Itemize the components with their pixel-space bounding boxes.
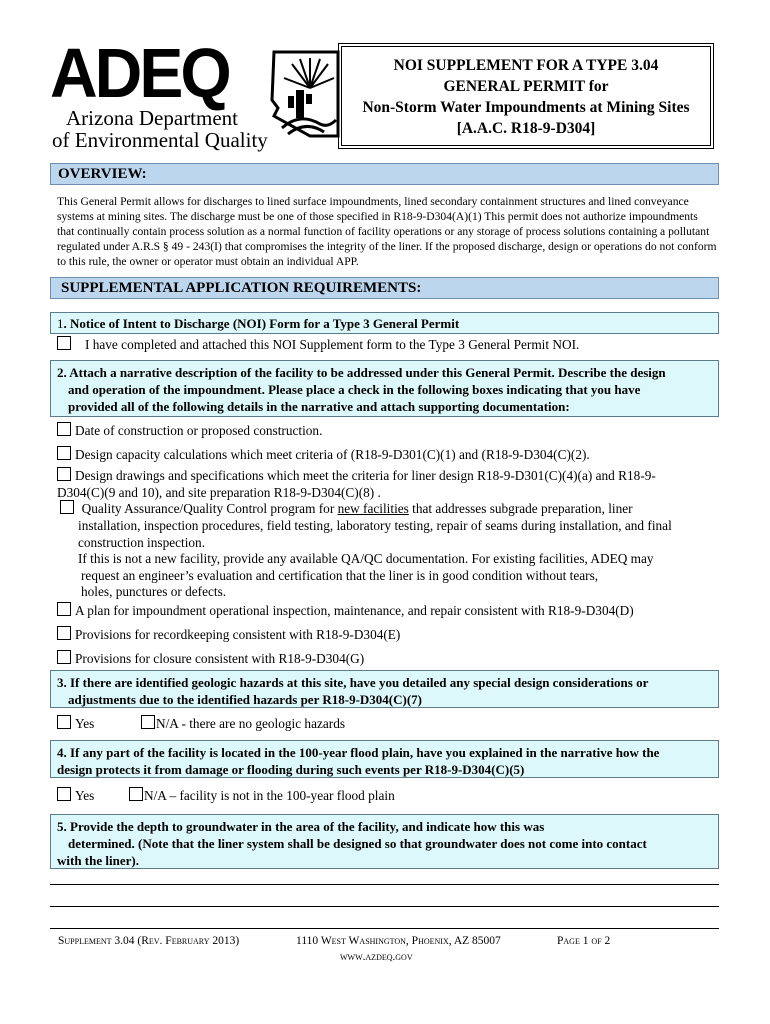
q2-item-c[interactable] xyxy=(57,467,656,484)
q2-item-d-line-4: If this is not a new facility, provide any available QA/QC documentation. For existing facilities, ADEQ may xyxy=(78,551,654,566)
q4-na-label: N/A – facility is not in the 100-year flood plain xyxy=(144,788,395,803)
q4-yes-option[interactable] xyxy=(57,787,94,804)
q2-checkbox-f[interactable] xyxy=(57,626,71,640)
q2-item-d-line-5: request an engineer’s evaluation and certification that the liner is in good condition without tears, xyxy=(81,568,599,583)
q2-item-c-label-1: Design drawings and specifications which meet the criteria for liner design R18-9-D301(C)(4)(a) and R18-9- xyxy=(75,468,656,483)
q4-line-2: design protects it from damage or flooding during such events per R18-9-D304(C)(5) xyxy=(57,762,525,777)
q3-line-2: adjustments due to the identified hazards per R18-9-D304(C)(7) xyxy=(68,692,422,707)
q2-line-1: 2. Attach a narrative description of the facility to be addressed under this General Permit. Describe the design xyxy=(57,365,666,380)
question-5-box xyxy=(50,814,719,869)
q2-item-b-label: Design capacity calculations which meet criteria of (R18-9-D301(C)(1) and (R18-9-D304(C)(2). xyxy=(75,447,590,462)
footer-website[interactable]: www.azdeq.gov xyxy=(340,951,413,963)
supplemental-heading: SUPPLEMENTAL APPLICATION REQUIREMENTS: xyxy=(50,277,719,299)
question-1-box xyxy=(50,312,719,334)
q2-checkbox-d[interactable] xyxy=(60,500,74,514)
q4-line-1: 4. If any part of the facility is located in the 100-year flood plain, have you explained in the narrative how the xyxy=(57,745,660,760)
q2-checkbox-g[interactable] xyxy=(57,650,71,664)
q2-line-2: and operation of the impoundment. Please place a check in the following boxes indicating that you have xyxy=(68,382,641,397)
q1-title: . Notice of Intent to Discharge (NOI) Form for a Type 3 General Permit xyxy=(63,316,460,331)
footer-address: 1110 West Washington, Phoenix, AZ 85007 xyxy=(296,935,501,947)
q5-answer-line-2[interactable] xyxy=(50,906,719,907)
title-line-4: [A.A.C. R18-9-D304] xyxy=(456,120,596,137)
logo-wordmark: ADEQ xyxy=(50,34,229,112)
form-title-box xyxy=(338,43,714,149)
logo-line-2: Arizona Department xyxy=(66,106,239,130)
q5-line-3: with the liner). xyxy=(57,853,139,868)
q3-yes-option[interactable] xyxy=(57,715,94,732)
overview-heading: OVERVIEW: xyxy=(50,163,719,185)
q2-item-a[interactable] xyxy=(57,422,322,439)
q4-yes-checkbox[interactable] xyxy=(57,787,71,801)
arizona-sun-cactus-icon xyxy=(270,50,342,140)
q1-check-row[interactable] xyxy=(57,336,579,353)
footer-rule xyxy=(50,928,719,929)
q2-item-d[interactable] xyxy=(57,500,633,517)
title-line-1: NOI SUPPLEMENT FOR A TYPE 3.04 xyxy=(393,57,659,74)
q2-item-d-label-a: Quality Assurance/Quality Control program for xyxy=(81,501,338,516)
q2-item-f-label: Provisions for recordkeeping consistent with R18-9-D304(E) xyxy=(75,627,401,642)
q1-checkbox[interactable] xyxy=(57,336,71,350)
q2-checkbox-e[interactable] xyxy=(57,602,71,616)
q2-item-c-cont: D304(C)(9 and 10), and site preparation R18-9-D304(C)(8) . xyxy=(57,485,381,500)
q3-na-label: N/A - there are no geologic hazards xyxy=(156,716,346,731)
q2-checkbox-b[interactable] xyxy=(57,446,71,460)
question-4-box xyxy=(50,740,719,778)
q1-number: 1 xyxy=(57,316,64,331)
q5-line-1: 5. Provide the depth to groundwater in the area of the facility, and indicate how this was xyxy=(57,819,545,834)
q2-item-g[interactable] xyxy=(57,650,364,667)
q1-check-label: I have completed and attached this NOI Supplement form to the Type 3 General Permit NOI. xyxy=(84,337,580,352)
q4-yes-label: Yes xyxy=(75,788,95,803)
q2-item-d-label-c: that addresses subgrade preparation, liner xyxy=(408,501,633,516)
q5-line-2: determined. (Note that the liner system shall be designed so that groundwater does not come into contact xyxy=(68,836,647,851)
q2-item-d-line-3: construction inspection. xyxy=(78,535,206,550)
q2-item-f[interactable] xyxy=(57,626,400,643)
footer-supplement: Supplement 3.04 (Rev. February 2013) xyxy=(58,935,240,947)
question-3-box xyxy=(50,670,719,708)
q3-yes-label: Yes xyxy=(75,716,95,731)
q2-item-d-line-2: installation, inspection procedures, field testing, laboratory testing, repair of seams during installation, and final xyxy=(78,518,672,533)
q3-yes-checkbox[interactable] xyxy=(57,715,71,729)
footer-page: Page 1 of 2 xyxy=(557,935,611,947)
logo-line-3: of Environmental Quality xyxy=(52,128,268,152)
q2-item-d-line-6: holes, punctures or defects. xyxy=(81,584,227,599)
question-2-box xyxy=(50,360,719,417)
q2-checkbox-a[interactable] xyxy=(57,422,71,436)
q2-item-e-label: A plan for impoundment operational inspection, maintenance, and repair consistent with R18-9-D304(D) xyxy=(75,603,634,618)
q2-checkbox-c[interactable] xyxy=(57,467,71,481)
overview-text: This General Permit allows for discharges to lined surface impoundments, lined secondary containment structures and lined conveyance systems at mining sites. The discharge must be one of those specified in R18-9-D304(A)(1) This permit does not authorize impoundments that continually contain process solution as a normal function of facility operations or any storage of process solutions containing a pollutant regulated under A.R.S § 49 - 243(I) that compromises the integrity of the liner. If the proposed discharge, design or operations do not conform to this rule, the owner or operator must obtain an individual APP. xyxy=(57,195,717,268)
q5-answer-line-1[interactable] xyxy=(50,884,719,885)
q2-line-3: provided all of the following details in the narrative and attach supporting documentation: xyxy=(68,399,570,414)
q4-na-checkbox[interactable] xyxy=(129,787,143,801)
q4-na-option[interactable] xyxy=(129,787,395,804)
q2-item-g-label: Provisions for closure consistent with R18-9-D304(G) xyxy=(75,651,365,666)
q2-item-a-label: Date of construction or proposed construction. xyxy=(75,423,323,438)
q3-na-option[interactable] xyxy=(141,715,345,732)
q3-na-checkbox[interactable] xyxy=(141,715,155,729)
adeq-logo xyxy=(50,34,340,158)
q2-item-d-new-facilities: new facilities xyxy=(337,501,409,516)
q2-item-b[interactable] xyxy=(57,446,590,463)
q2-item-e[interactable] xyxy=(57,602,634,619)
title-line-2: GENERAL PERMIT for xyxy=(443,78,609,95)
q3-line-1: 3. If there are identified geologic hazards at this site, have you detailed any special design considerations or xyxy=(57,675,649,690)
title-line-3: Non-Storm Water Impoundments at Mining Sites xyxy=(362,99,690,116)
